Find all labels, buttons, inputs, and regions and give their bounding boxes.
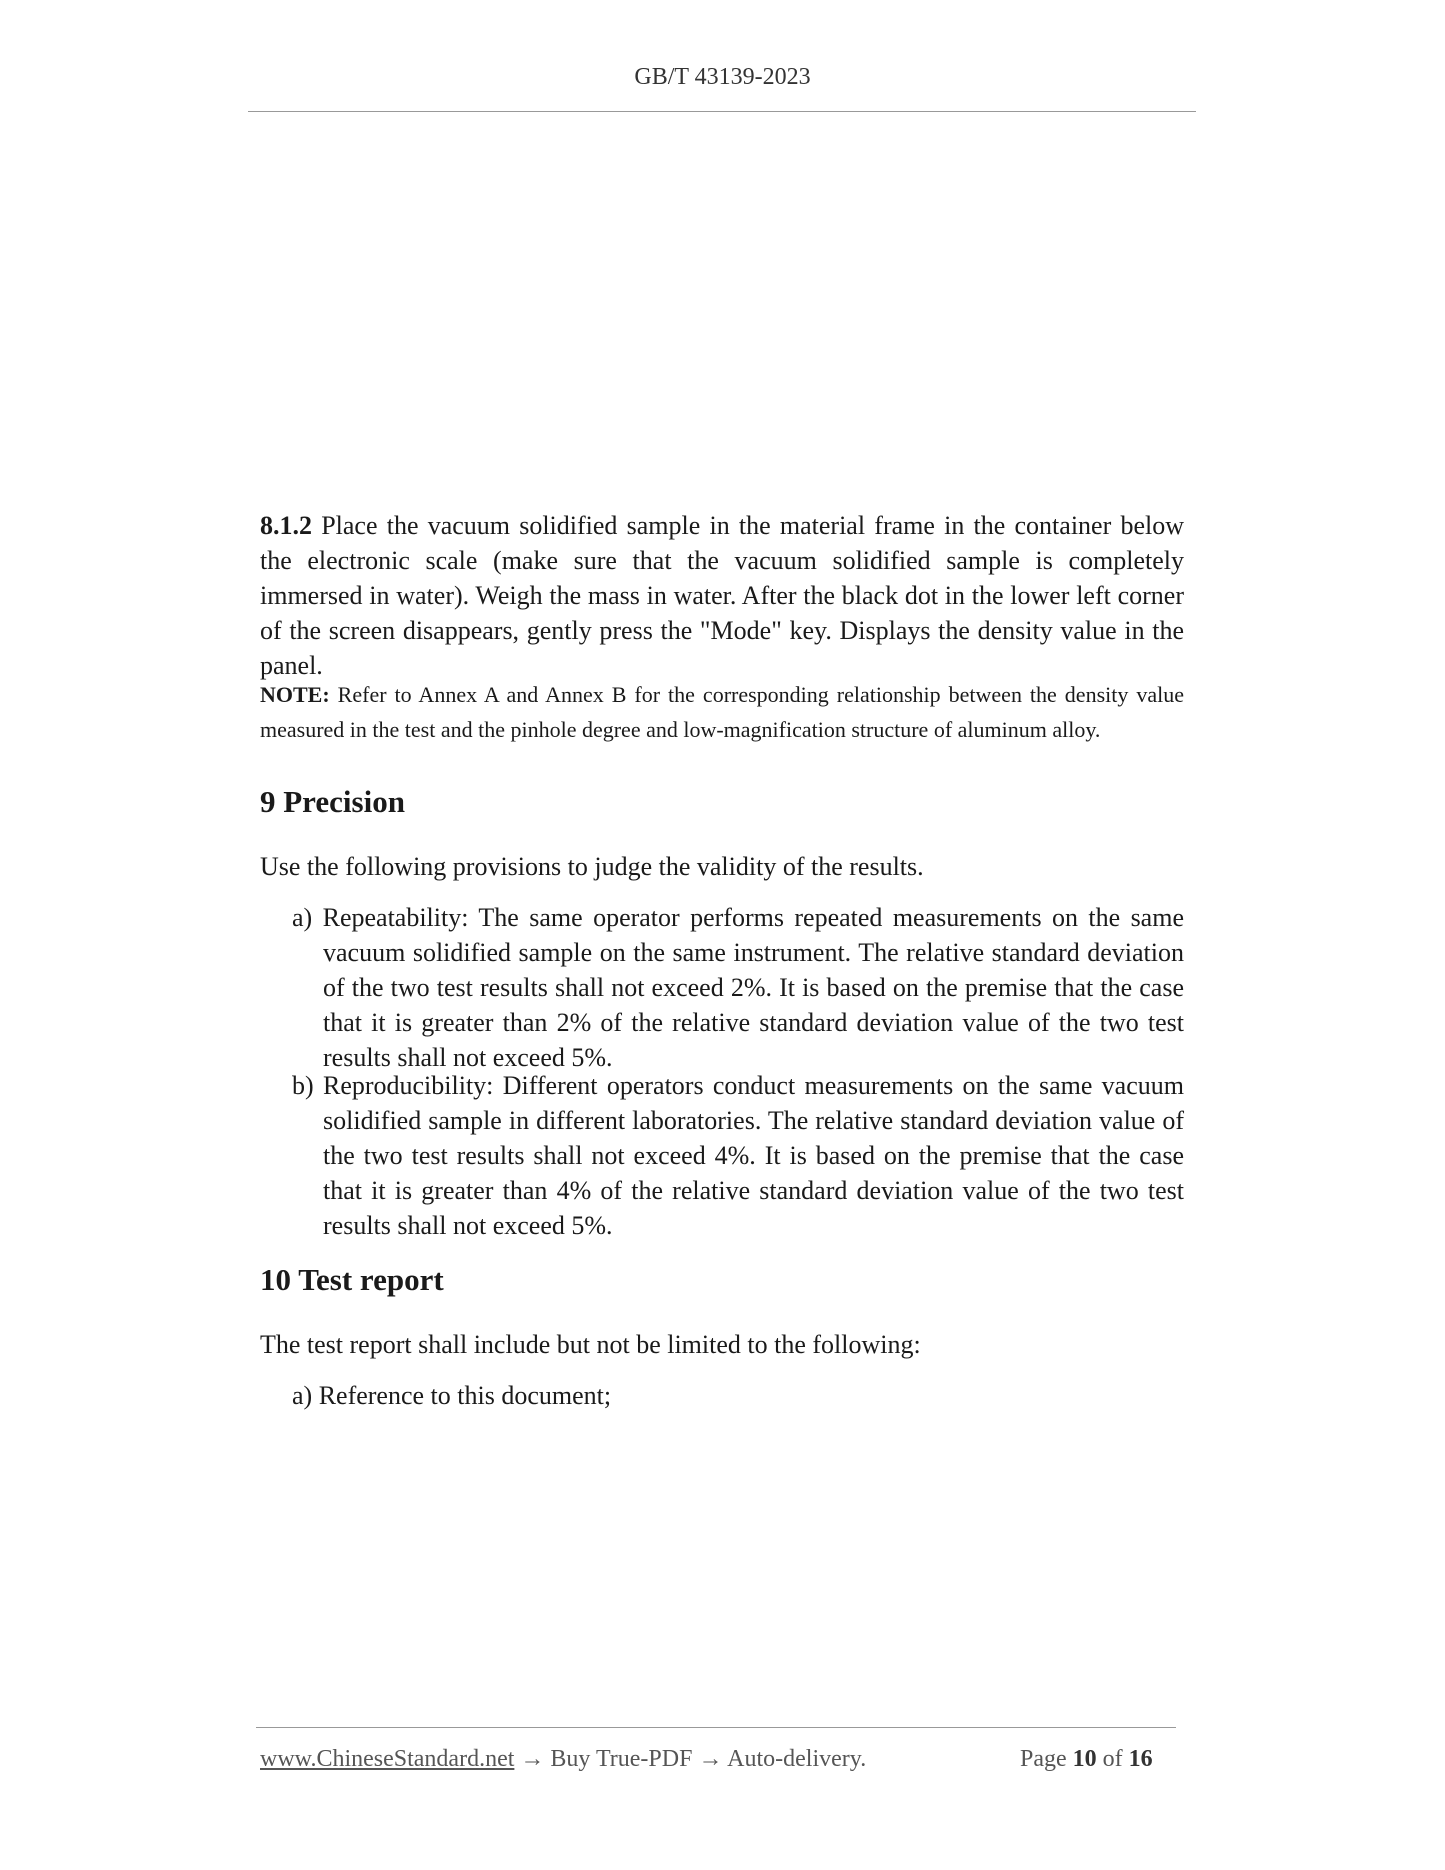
arrow-icon: → (692, 1746, 728, 1772)
section-9-intro: Use the following provisions to judge the validity of the results. (260, 852, 924, 881)
section-9-item-b-wrap (260, 1068, 1184, 1243)
footer-promo (260, 1746, 866, 1773)
footer-divider (256, 1727, 1176, 1728)
clause-text: Place the vacuum solidified sample in the material frame in the container below the electronic scale (make sure that the vacuum solidified sample is completely immersed in water). Weigh the mass in water. After the black dot in the lower left corner of the screen disappears, gently press the "Mode" key. Displays the density value in the panel. (260, 511, 1184, 680)
arrow-icon: → (514, 1746, 551, 1772)
page-header: GB/T 43139-2023 (634, 64, 811, 90)
clause-number: 8.1.2 (260, 511, 312, 540)
note-text: Refer to Annex A and Annex B for the corresponding relationship between the density value measured in the test and the pinhole degree and low-magnification structure of aluminum alloy. (260, 682, 1184, 742)
section-9-intro-wrap (260, 849, 1184, 884)
note-paragraph (260, 677, 1184, 747)
page-number: 10 (1072, 1746, 1097, 1772)
page-indicator (1020, 1746, 1153, 1773)
list-item: a) Repeatability: The same operator performs repeated measurements on the same vacuum solidified sample on the same instrument. The relative standard deviation of the two test results shall not exceed 2%. It is based on the premise that the case that it is greater than 2% of the relative standard deviation value of the two test results shall not exceed 5%. (292, 903, 1184, 1072)
page-label: Page (1020, 1746, 1067, 1772)
list-item: a) Reference to this document; (292, 1381, 612, 1410)
note-block (260, 677, 1184, 747)
of-label: of (1102, 1746, 1123, 1772)
section-9-item-a-wrap (260, 900, 1184, 1075)
list-item: b) Reproducibility: Different operators conduct measurements on the same vacuum solidified sample in different laboratories. The relative standard deviation value of the two test results shall not exceed 4%. It is based on the premise that the case that it is greater than 4% of the relative standard deviation value of the two test results shall not exceed 5%. (292, 1071, 1184, 1240)
section-9-heading-wrap (260, 782, 1184, 822)
note-label: NOTE: (260, 682, 330, 707)
section-10-item-a-wrap (260, 1378, 1184, 1413)
clause-8-1-2 (260, 508, 1184, 683)
header-divider (248, 111, 1196, 112)
section-9-heading: 9 Precision (260, 784, 405, 819)
section-10-intro-wrap (260, 1327, 1184, 1362)
section-10-heading-wrap (260, 1260, 1184, 1300)
clause-8-1-2-paragraph (260, 508, 1184, 683)
section-10-heading: 10 Test report (260, 1262, 444, 1297)
auto-delivery-text: Auto-delivery. (727, 1746, 867, 1772)
website-link[interactable]: www.ChineseStandard.net (260, 1746, 515, 1772)
page-total: 16 (1128, 1746, 1153, 1772)
buy-pdf-text: Buy True-PDF (550, 1746, 693, 1772)
section-10-intro: The test report shall include but not be limited to the following: (260, 1330, 921, 1359)
